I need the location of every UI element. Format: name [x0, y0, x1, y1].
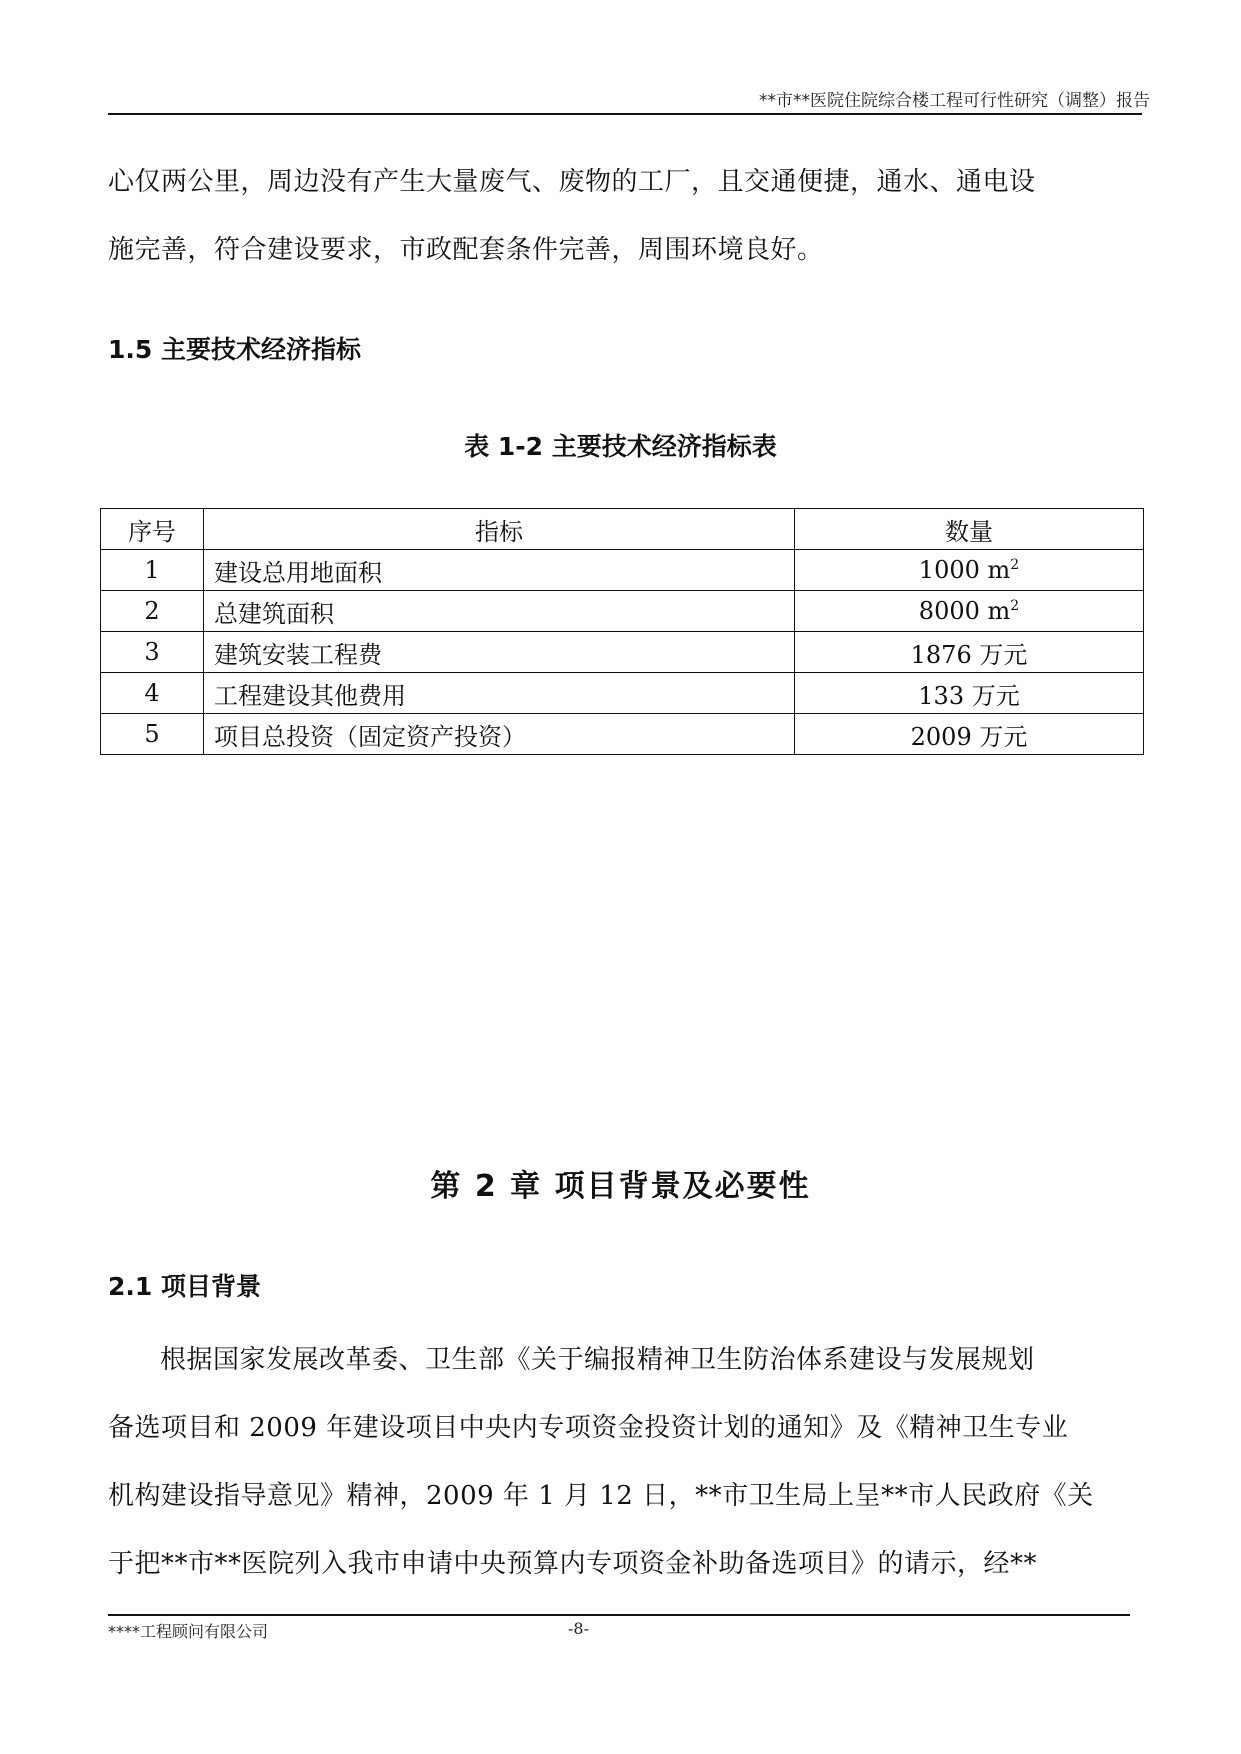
table-caption: 表 1-2 主要技术经济指标表	[464, 432, 777, 461]
row-indicator: 工程建设其他费用	[204, 673, 795, 714]
row-quantity	[795, 714, 1144, 755]
unit-superscript: 2	[1010, 598, 1020, 614]
row-number: 2	[101, 591, 204, 632]
unit-superscript: 2	[1010, 557, 1020, 573]
row-quantity	[795, 632, 1144, 673]
row-indicator: 项目总投资（固定资产投资）	[204, 714, 795, 755]
table-row	[101, 673, 1144, 714]
page-number: -8-	[568, 1619, 589, 1638]
quantity-value: 1000 m	[918, 556, 1011, 584]
row-number: 1	[101, 550, 204, 591]
quantity-value: 133 万元	[918, 681, 1020, 710]
running-header: **市**医院住院综合楼工程可行性研究（调整）报告	[759, 91, 1150, 111]
table-header-row	[101, 509, 1144, 550]
quantity-value: 8000 m	[918, 597, 1011, 625]
section-heading-2-1: 2.1 项目背景	[108, 1272, 261, 1301]
body-paragraph-background	[108, 1326, 1142, 1598]
table-row	[101, 591, 1144, 632]
column-header-indicator: 指标	[204, 509, 795, 550]
paragraph-line: 机构建设指导意见》精神，2009 年 1 月 12 日，**市卫生局上呈**市人民政府《关	[108, 1481, 1094, 1511]
row-indicator: 建筑安装工程费	[204, 632, 795, 673]
chapter-title: 第 2 章 项目背景及必要性	[430, 1169, 811, 1204]
indicator-table	[100, 508, 1144, 755]
paragraph-line: 心仅两公里，周边没有产生大量废气、废物的工厂，且交通便捷，通水、通电设	[108, 167, 1036, 197]
row-indicator: 总建筑面积	[204, 591, 795, 632]
table-row	[101, 714, 1144, 755]
row-indicator: 建设总用地面积	[204, 550, 795, 591]
column-header-quantity: 数量	[795, 509, 1144, 550]
paragraph-line: 备选项目和 2009 年建设项目中央内专项资金投资计划的通知》及《精神卫生专业	[108, 1413, 1069, 1443]
row-quantity	[795, 673, 1144, 714]
table-row	[101, 550, 1144, 591]
row-number: 5	[101, 714, 204, 755]
footer-divider	[108, 1614, 1130, 1616]
paragraph-line: 根据国家发展改革委、卫生部《关于编报精神卫生防治体系建设与发展规划	[160, 1345, 1035, 1375]
section-heading-1-5: 1.5 主要技术经济指标	[108, 335, 361, 364]
paragraph-line: 施完善，符合建设要求，市政配套条件完善，周围环境良好。	[108, 235, 824, 265]
table-row	[101, 632, 1144, 673]
row-quantity	[795, 550, 1144, 591]
row-number: 4	[101, 673, 204, 714]
paragraph-line: 于把**市**医院列入我市申请中央预算内专项资金补助备选项目》的请示，经**	[108, 1549, 1038, 1579]
row-quantity	[795, 591, 1144, 632]
quantity-value: 1876 万元	[910, 640, 1028, 669]
footer-company: ****工程顾问有限公司	[108, 1622, 269, 1641]
header-divider	[108, 113, 1142, 115]
quantity-value: 2009 万元	[910, 722, 1028, 751]
column-header-no: 序号	[101, 509, 204, 550]
body-paragraph-continuation	[108, 148, 1142, 284]
row-number: 3	[101, 632, 204, 673]
